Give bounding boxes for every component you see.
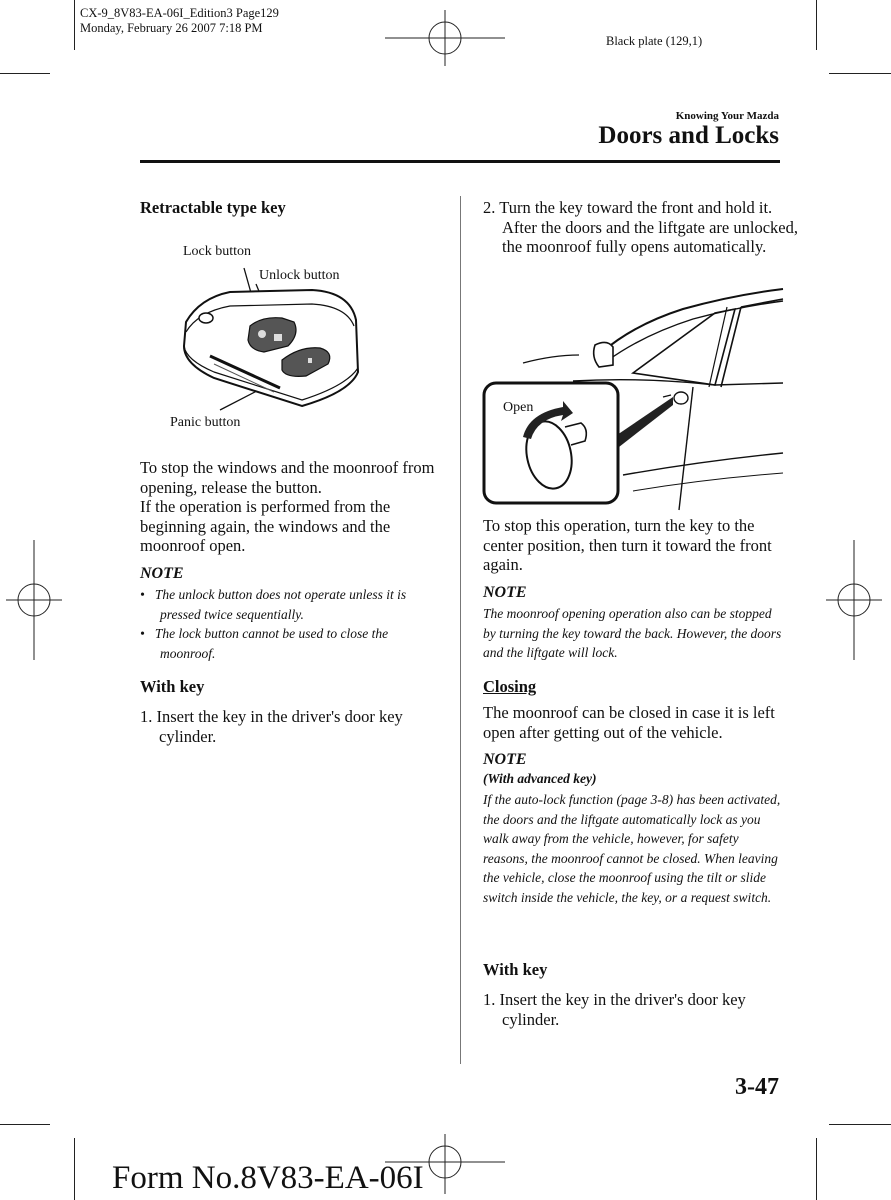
right-note1-text: The moonroof opening operation also can be stopped by turning the key toward the back. However, the doors and the liftgate will lock. — [483, 606, 782, 660]
right-step-1: 1. Insert the key in the driver's door key cylinder. — [483, 990, 746, 1029]
right-note2-subheading: (With advanced key) — [483, 771, 597, 786]
form-number: Form No.8V83-EA-06I — [112, 1160, 424, 1196]
plate-info: Black plate (129,1) — [606, 34, 703, 48]
section-name: Knowing Your Mazda — [675, 110, 779, 122]
note-bullet-text: The lock button cannot be used to close the moonroof. — [154, 626, 389, 661]
label-open: Open — [503, 400, 534, 415]
left-step-1: 1. Insert the key in the driver's door key cylinder. — [140, 707, 403, 746]
note-bullet-item — [140, 624, 438, 663]
heading-closing: Closing — [483, 677, 537, 696]
right-closing-text: The moonroof can be closed in case it is left open after getting out of the vehicle. — [483, 703, 775, 742]
registration-mark-right — [826, 540, 882, 660]
heading-with-key-right: With key — [483, 960, 548, 979]
page-title: Doors and Locks — [598, 122, 779, 149]
bullet-glyph: • — [140, 587, 145, 602]
label-lock-button: Lock button — [183, 244, 252, 259]
registration-mark-left — [6, 540, 62, 660]
right-para-stop-operation: To stop this operation, turn the key to the center position, then turn it toward the front again. — [483, 516, 772, 574]
left-note-list — [140, 585, 438, 663]
left-note-heading: NOTE — [140, 565, 184, 582]
note-bullet-text: The unlock button does not operate unless it is pressed twice sequentially. — [154, 587, 407, 622]
left-para-repeat: If the operation is performed from the beginning again, the windows and the moonroof open. — [140, 497, 391, 555]
bullet-glyph: • — [140, 626, 145, 641]
label-panic-button: Panic button — [170, 415, 241, 430]
title-rule — [140, 160, 780, 163]
label-unlock-button: Unlock button — [259, 268, 340, 283]
right-note2-text: If the auto-lock function (page 3-8) has been activated, the doors and the liftgate automatically lock as you walk away from the vehicle, however, for safety reasons, the moonroof cannot be closed. When leaving the vehicle, close the moonroof using the tilt or slide switch inside the vehicle, the key, or a request switch. — [483, 792, 781, 905]
page-number: 3-47 — [735, 1074, 779, 1100]
right-note1-heading: NOTE — [483, 584, 527, 601]
right-step-2: 2. Turn the key toward the front and hold it. After the doors and the liftgate are unlocked, the moonroof fully opens automatically. — [483, 198, 798, 256]
print-info — [80, 6, 279, 36]
note-bullet-item — [140, 585, 438, 624]
print-info-line1: CX-9_8V83-EA-06I_Edition3 Page129 — [80, 6, 279, 20]
right-note2-heading: NOTE — [483, 751, 527, 768]
heading-retractable-key: Retractable type key — [140, 198, 286, 217]
door-illustration — [483, 285, 783, 510]
column-divider — [460, 196, 461, 1064]
registration-mark-top — [385, 10, 505, 66]
heading-with-key-left: With key — [140, 677, 205, 696]
print-info-line2: Monday, February 26 2007 7:18 PM — [80, 21, 263, 35]
left-para-stop-windows: To stop the windows and the moonroof from opening, release the button. — [140, 458, 435, 497]
